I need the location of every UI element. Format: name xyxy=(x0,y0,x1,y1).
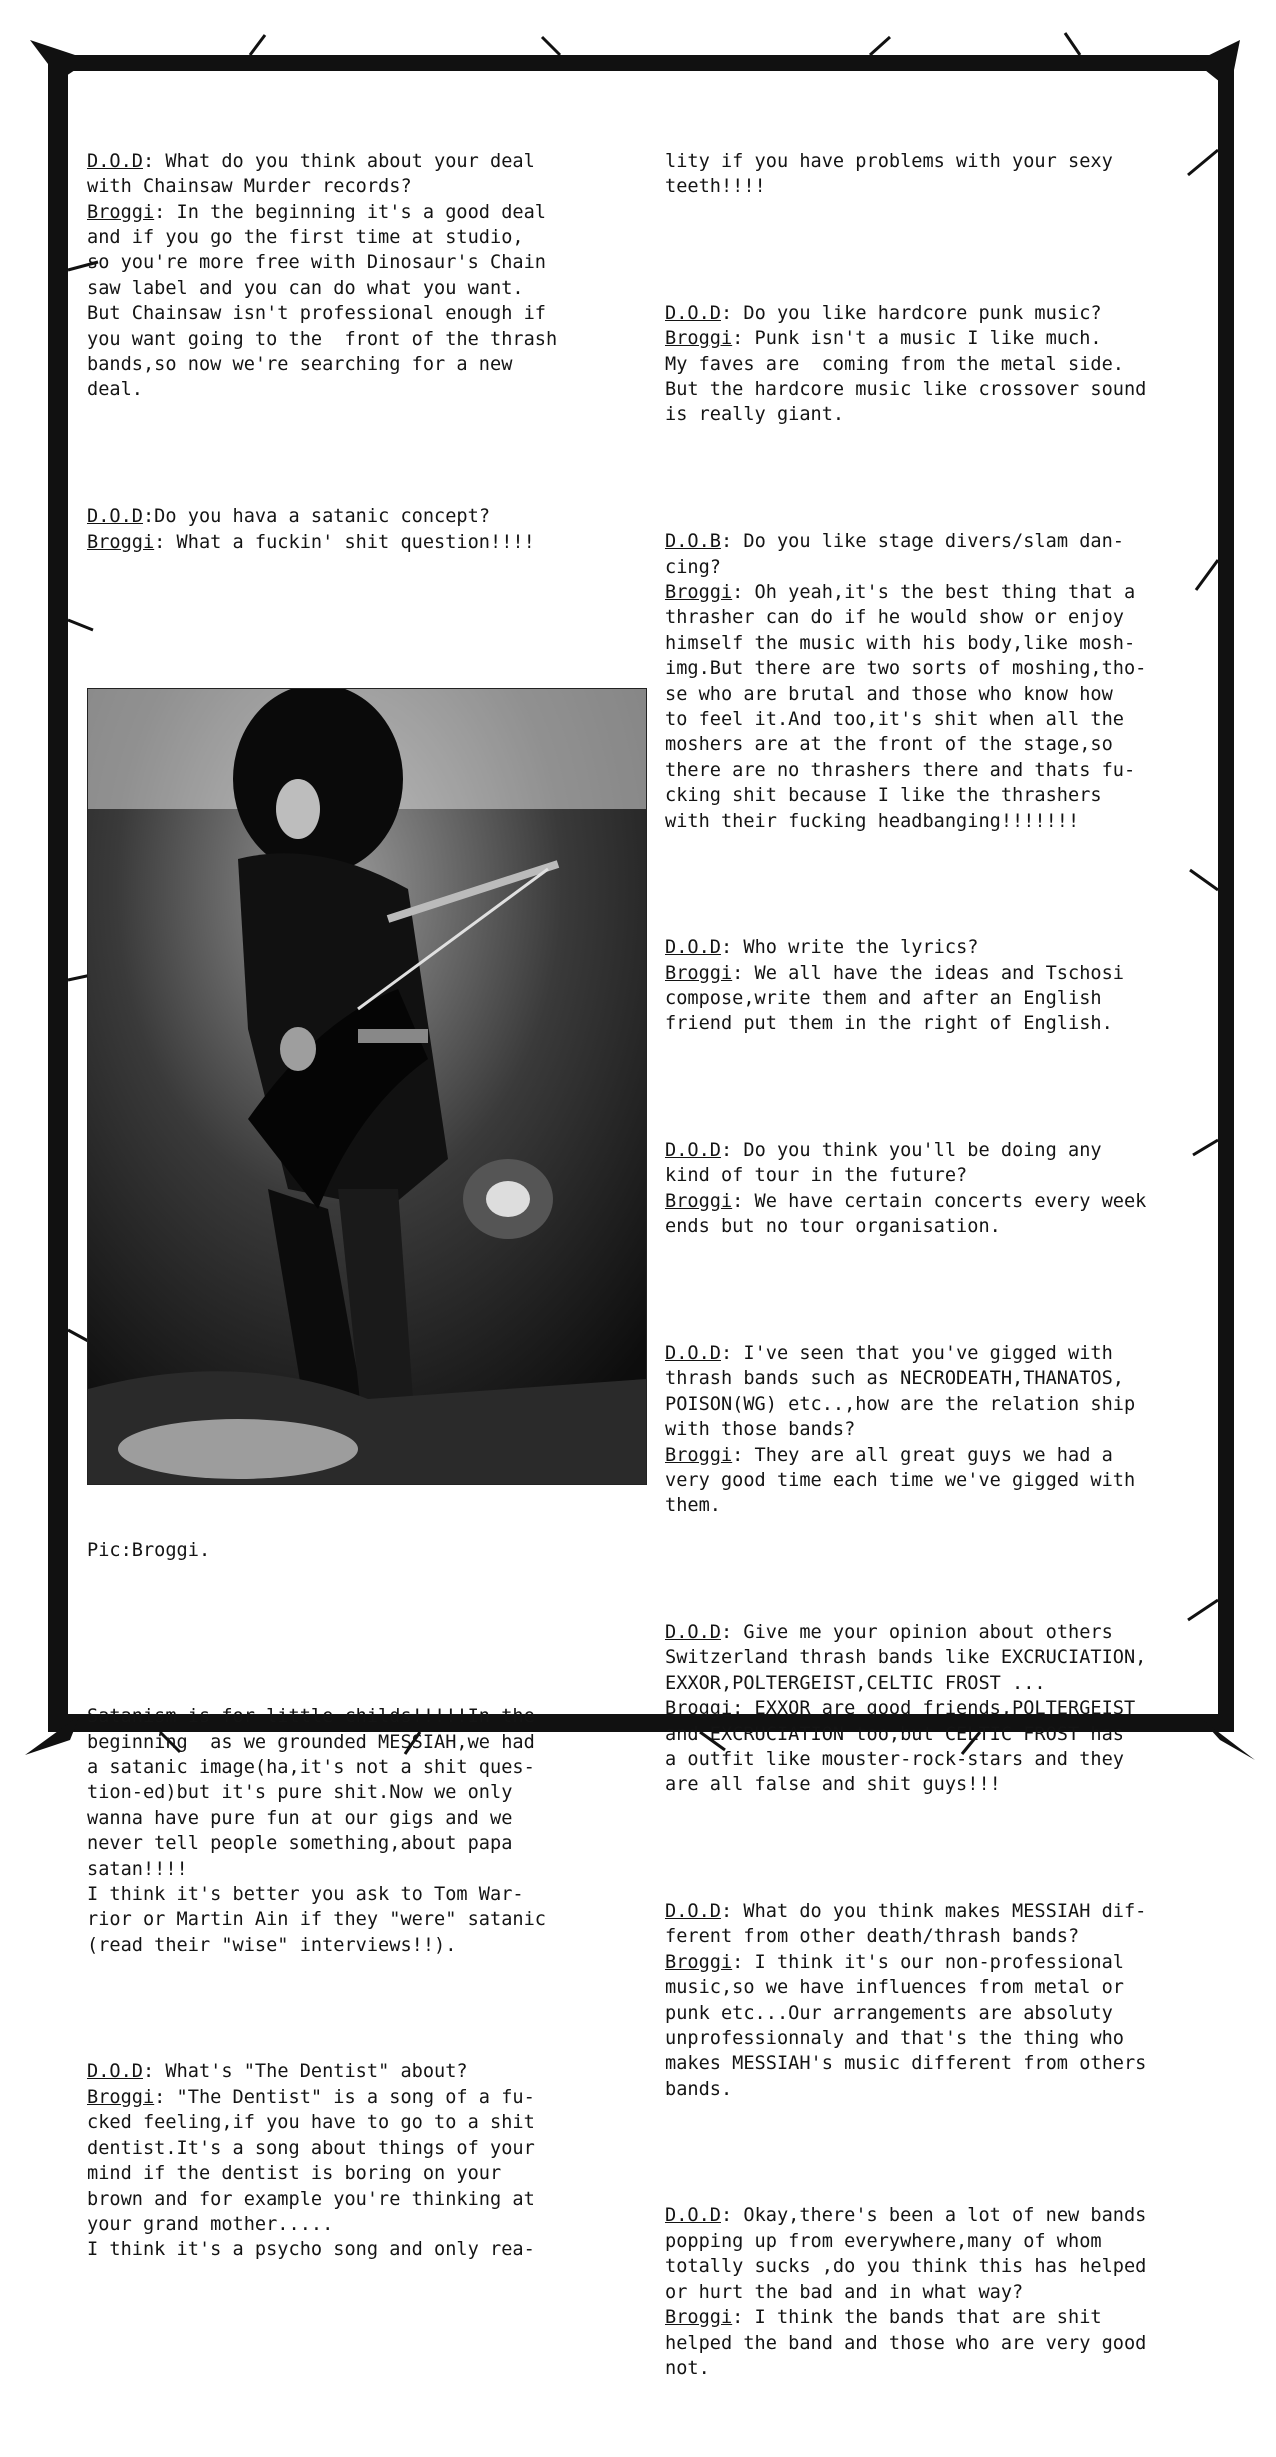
answer-text: : Oh yeah,it's the best thing that a thrasher can do if he would show or enjoy himself the music with his body,like mosh- img.But there are two sorts of moshing,tho- se who are brutal and those who know how to feel it.And too,it's shit when all the moshers are at the front of the stage,so there are no thrashers there and thats fu- cking shit because I like the thrashers with their fucking headbanging!!!!!!! xyxy=(665,581,1147,832)
interview-block xyxy=(665,529,1210,834)
question-text: : Do you like hardcore punk music? xyxy=(720,302,1102,324)
interviewer-label: D.O.D xyxy=(665,1621,721,1643)
answer-text: : We have certain concerts every week ends but no tour organisation. xyxy=(665,1190,1147,1238)
respondent-label: Broggi xyxy=(87,531,155,553)
interviewer-label: D.O.D xyxy=(87,506,143,528)
respondent-label: Broggi xyxy=(665,1190,733,1212)
photo-caption: Pic:Broggi. xyxy=(87,1539,211,1561)
interviewer-label: D.O.D xyxy=(665,302,721,324)
band-photo-figure xyxy=(87,637,647,1628)
left-column xyxy=(87,98,647,2339)
question-text: : What do you think makes MESSIAH dif- ferent from other death/thrash bands? xyxy=(665,1901,1147,1948)
question-text: : Who write the lyrics? xyxy=(720,937,979,959)
question-text: :Do you hava a satanic concept? xyxy=(142,506,491,528)
interviewer-label: D.O.B xyxy=(665,531,721,553)
question-text: : Okay,there's been a lot of new bands popping up from everywhere,many of whom totally sucks ,do you think this has helped or hurt the bad and in what way? xyxy=(665,2205,1147,2303)
interviewer-label: D.O.D xyxy=(87,150,143,172)
answer-text: : "The Dentist" is a song of a fu- cked feeling,if you have to go to a shit dentist.It's a song about things of your mind if the dentist is boring on your brown and for example you're thinking at your grand mother..... I think it's a psycho song and only rea- xyxy=(87,2086,535,2261)
interview-block xyxy=(665,2203,1210,2381)
respondent-label: Broggi xyxy=(665,2307,733,2329)
answer-continuation: lity if you have problems with your sexy teeth!!!! xyxy=(665,150,1113,198)
interviewer-label: D.O.D xyxy=(665,1342,721,1364)
question-text: : Do you think you'll be doing any kind of tour in the future? xyxy=(665,1140,1102,1187)
answer-text: : We all have the ideas and Tschosi compose,write them and after an English friend put them in the right of English. xyxy=(665,962,1124,1035)
respondent-label: Broggi xyxy=(665,328,733,350)
interviewer-label: D.O.D xyxy=(665,937,721,959)
interview-block xyxy=(665,1620,1210,1798)
answer-text: : Punk isn't a music I like much. My faves are coming from the metal side. But the hardcore music like crossover sound is really giant. xyxy=(665,328,1147,426)
question-text: : Give me your opinion about others Switzerland thrash bands like EXCRUCIATION, EXXOR,POLTERGEIST,CELTIC FROST ... xyxy=(665,1621,1147,1694)
answer-continuation: Satanism is for little childs!!!!!In the beginning as we grounded MESSIAH,we had a satanic image(ha,it's not a shit ques- tion-ed)but it's pure shit.Now we only wanna have pure fun at our gigs and we never tell people something,about papa satan!!!! I think it's better you ask to Tom War- rior or Martin Ain if they "were" satanic (read their "wise" interviews!!). xyxy=(87,1706,546,1956)
question-text: : I've seen that you've gigged with thrash bands such as NECRODEATH,THANATOS, POISON(WG) etc..,how are the relation ship with those bands? xyxy=(665,1342,1136,1441)
interview-block xyxy=(87,2059,647,2262)
answer-text: : I think it's our non-professional music,so we have influences from metal or punk etc...Our arrangements are absoluty unprofessionnaly and that's the thing who makes MESSIAH's music different from others bands. xyxy=(665,1951,1147,2100)
interview-block xyxy=(87,504,647,555)
interview-block xyxy=(665,1341,1210,1519)
zine-page xyxy=(70,70,1210,2379)
respondent-label: Broggi xyxy=(87,201,155,223)
interview-block xyxy=(665,935,1210,1037)
interviewer-label: D.O.D xyxy=(665,1901,721,1922)
guitarist-photo xyxy=(87,688,647,1485)
interviewer-label: D.O.D xyxy=(665,1140,721,1162)
respondent-label: Broggi xyxy=(665,962,733,984)
respondent-label: Broggi xyxy=(87,2086,155,2108)
answer-text: : I think the bands that are shit helped the band and those who are very good not. xyxy=(665,2307,1147,2379)
answer-text: : They are all great guys we had a very good time each time we've gigged with them. xyxy=(665,1444,1136,1517)
answer-text: : EXXOR are good friends,POLTERGEIST and EXCRUCIATION too,but CELTIC FROST has a outfit like mouster-rock-stars and they are all false and shit guys!!! xyxy=(665,1698,1136,1796)
right-column xyxy=(665,98,1210,2457)
interview-block xyxy=(87,149,647,403)
interviewer-label: D.O.D xyxy=(87,2061,143,2083)
interview-block xyxy=(665,1899,1210,2102)
interviewer-label: D.O.D xyxy=(665,2205,721,2227)
question-text: : What's "The Dentist" about? xyxy=(142,2061,468,2083)
respondent-label: Broggi xyxy=(665,1951,733,1973)
answer-text: : What a fuckin' shit question!!!! xyxy=(154,531,535,553)
interview-block xyxy=(665,1138,1210,1240)
interview-block xyxy=(665,301,1210,428)
respondent-label: Broggi xyxy=(665,581,733,603)
answer-text: : In the beginning it's a good deal and if you go the first time at studio, so you're more free with Dinosaur's Chain saw label and you can do what you want. But Chainsaw isn't professional enough if you want going to the front of the thrash bands,so now we're searching for a new deal. xyxy=(87,201,558,401)
respondent-label: Broggi xyxy=(665,1444,733,1466)
question-text: : What do you think about your deal with Chainsaw Murder records? xyxy=(87,150,535,198)
respondent-label: Broggi xyxy=(665,1698,733,1720)
question-text: : Do you like stage divers/slam dan- cing? xyxy=(665,531,1124,578)
